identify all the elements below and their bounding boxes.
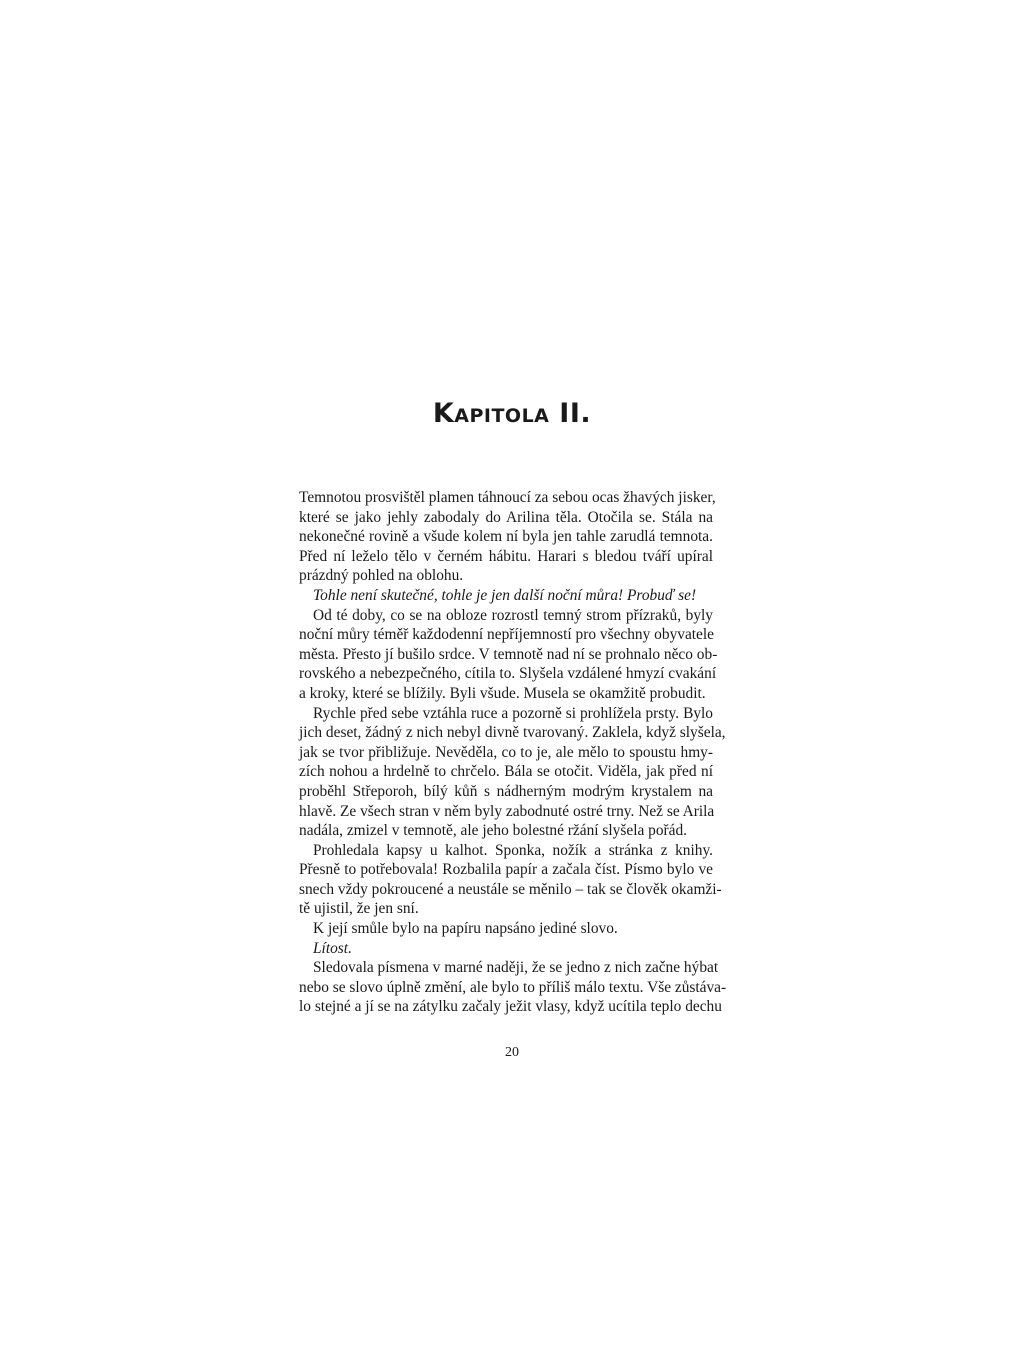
paragraph xyxy=(299,841,722,919)
text-line: Sledovala písmena v marné naději, že se jedno z nich začne hýbat xyxy=(313,959,719,977)
text-line: jich deset, žádný z nich nebyl divně tvarovaný. Zaklela, když slyšela, xyxy=(299,724,726,742)
text-line: Před ní leželo tělo v černém hábitu. Harari s bledou tváří upíral xyxy=(299,547,713,565)
text-line: rovského a nebezpečného, cítila to. Slyšela vzdálené hmyzí cvakání xyxy=(299,665,717,683)
text-line: nekonečné rovině a všude kolem ní byla jen tahle zarudlá temnota. xyxy=(299,528,713,546)
paragraph xyxy=(299,704,726,841)
text-line: lo stejné a jí se na zátylku začaly ježit vlasy, když ucítila teplo dechu xyxy=(299,998,722,1016)
paragraph xyxy=(299,939,713,959)
text-line: zích nohou a hrdelně to chrčelo. Bála se otočit. Viděla, jak před ní xyxy=(299,763,713,781)
paragraph xyxy=(299,958,727,1017)
paragraph xyxy=(299,606,718,704)
text-line: snech vždy pokroucené a neustále se měnilo – tak se člověk okamži- xyxy=(299,880,722,898)
text-line: Temnotou prosvištěl plamen táhnoucí za sebou ocas žhavých jisker, xyxy=(299,489,716,506)
text-line: Přesně to potřebovala! Rozbalila papír a začala číst. Písmo bylo ve xyxy=(299,861,713,879)
text-line: nadála, zmizel v temnotě, ale jeho bolestné ržání slyšela pořád. xyxy=(299,822,688,840)
text-line: prázdný pohled na oblohu. xyxy=(299,567,464,585)
text-line: nebo se slovo úplně změní, ale bylo to příliš málo textu. Vše zůstáva- xyxy=(299,978,727,996)
text-line: tě ujistil, že jen sní. xyxy=(299,900,419,918)
chapter-title: Kapitola II. xyxy=(432,398,592,429)
paragraph xyxy=(299,919,713,939)
text-line: města. Přesto jí bušilo srdce. V temnotě nad ní se prohnalo něco ob- xyxy=(299,645,718,663)
text-line: Rychle před sebe vztáhla ruce a pozorně si prohlížela prsty. Bylo xyxy=(313,704,713,722)
text-line: které se jako jehly zabodaly do Arilina těla. Otočila se. Stála na xyxy=(299,508,713,526)
text-line: Tohle není skutečné, tohle je jen další noční můra! Probuď se! xyxy=(313,586,697,604)
paragraph xyxy=(299,586,713,606)
text-line: proběhl Střeporoh, bílý kůň s nádherným modrým krystalem na xyxy=(299,782,713,800)
text-line: noční můry téměř každodenní nepříjemností pro všechny obyvatele xyxy=(299,626,714,644)
page-number: 20 xyxy=(505,1045,519,1060)
paragraph xyxy=(299,488,716,586)
text-line: a kroky, které se blížily. Byli všude. Musela se okamžitě probudit. xyxy=(299,684,706,702)
text-line: Od té doby, co se na obloze rozrostl temný strom přízraků, byly xyxy=(313,606,713,624)
text-line: Prohledala kapsy u kalhot. Sponka, nožík a stránka z knihy. xyxy=(313,841,713,859)
text-line: K její smůle bylo na papíru napsáno jediné slovo. xyxy=(313,920,618,938)
text-line: jak se tvor přibližuje. Nevěděla, co to je, ale mělo to spoustu hmy- xyxy=(299,743,713,761)
text-line: hlavě. Ze všech stran v něm byly zabodnuté ostré trny. Než se Arila xyxy=(299,802,715,820)
chapter-body-text xyxy=(299,488,727,1017)
text-line: Lítost. xyxy=(313,939,352,957)
